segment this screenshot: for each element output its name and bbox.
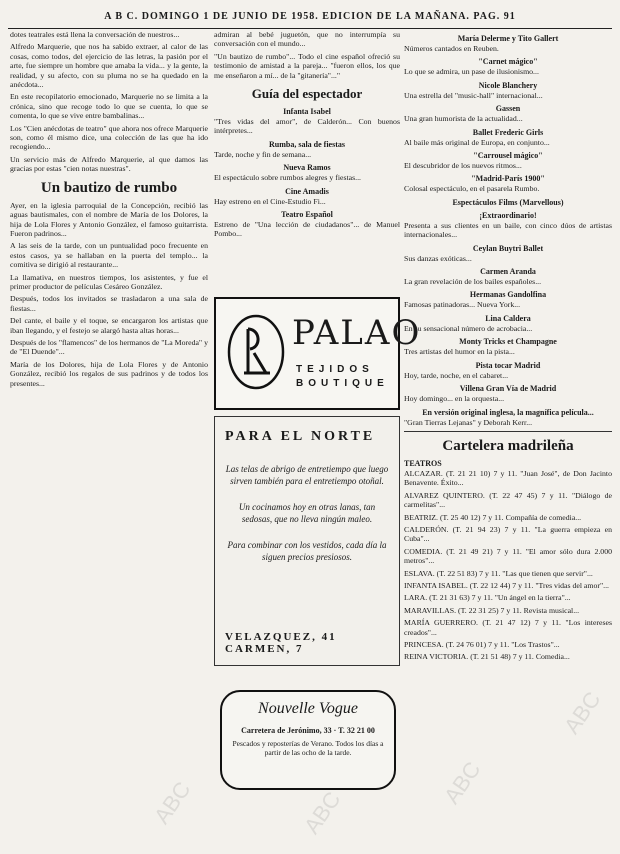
venue-name: Nueva Ramos: [283, 163, 331, 173]
paragraph: Después de los "flamencos" de los hermanos de "La Moreda" y de "El Duende"...: [10, 337, 208, 357]
palao-advertisement: [214, 297, 422, 410]
venue-text: Tarde, noche y fin de semana...: [214, 149, 312, 159]
norte-advertisement: [214, 416, 400, 666]
teatros-label: TEATROS: [404, 458, 442, 468]
entry-text: Famosas patinadoras... Nueva York...: [404, 300, 521, 310]
entry-name: Hermanas Gandolfina: [469, 290, 547, 300]
paragraph: Ayer, en la iglesia parroquial de la Concepción, recibió las aguas bautismales, con el nombre de María de los Dolores, la hija de Lola Flores y Antonio González, el famoso guitarrista. Fueron padrinos...: [10, 200, 208, 238]
entry-name: Gassen: [495, 104, 521, 114]
entry-text: Tres artistas del humor en la pista...: [404, 347, 515, 357]
theatre-listing: BEATRIZ. (T. 25 40 12) 7 y 11. Compañía de comedia...: [404, 512, 582, 522]
entry-name: Monty Tricks et Champagne: [459, 337, 557, 347]
palao-tagline: [296, 363, 389, 391]
entry-text: Sus danzas exóticas...: [404, 253, 472, 263]
venue-name: Cine Amadis: [285, 186, 329, 196]
column-middle: [214, 30, 400, 292]
venue-name: Rumba, sala de fiestas: [268, 139, 345, 149]
entry-text: Presenta a sus clientes en un baile, con cinco dúos de artistas internacionales...: [404, 220, 612, 240]
norte-paragraph: Para combinar con los vestidos, cada día la siguen precios presiosos.: [227, 540, 387, 562]
venue-text: Estreno de "Una lección de ciudadanos"... de Manuel Pombo...: [214, 220, 400, 239]
watermark: ABC: [558, 687, 606, 739]
palao-tag-line: BOUTIQUE: [296, 378, 389, 389]
paragraph: Los "Cien anécdotas de teatro" que ahora nos ofrece Marquerie son, como él mismo dice, una colección de las que ha ido recogiendo...: [10, 123, 208, 152]
theatre-listing: ESLAVA. (T. 22 51 83) 7 y 11. "Las que tienen que servir"...: [404, 568, 593, 578]
entry-text: Lo que se admira, un pase de ilusionismo...: [404, 67, 539, 77]
entry-name: Villena Gran Vía de Madrid: [459, 384, 557, 394]
entry-text: Al baile más original de Europa, en conjunto...: [404, 137, 550, 147]
paragraph: A las seis de la tarde, con un puntualidad poco frecuente en estos casos, ya se hallaban en la puerta del templo... la comitiva se dirigió al restaurante...: [10, 241, 208, 270]
theatre-listing: MARAVILLAS. (T. 22 31 25) 7 y 11. Revista musical...: [404, 605, 580, 615]
paragraph: Alfredo Marquerie, que nos ha sabido extraer, al calor de las cosas, como todos, del ejercicio de las letras, la pasión por el arte, fue siempre un hombre que amaba la vida... y la gente, la realidad, y su afecto, con su pluma no se ha quedado en la anécdota...: [10, 42, 208, 90]
entry-name: Espectáculos Films (Marvellous): [452, 197, 564, 207]
paragraph: María de los Dolores, hija de Lola Flores y de Antonio González, recibió los regalos de sus padrinos y de todos los presentes...: [10, 359, 208, 388]
theatre-listing: PRINCESA. (T. 24 76 01) 7 y 11. "Los Trastos"...: [404, 640, 560, 649]
entry-name: "Carrousel mágico": [473, 151, 543, 161]
page-header: A B C. DOMINGO 1 DE JUNIO DE 1958. EDICION DE LA MAÑANA. PAG. 91: [8, 4, 612, 29]
entry-text: "Gran Tierras Lejanas" y Deborah Kerr...: [404, 417, 533, 427]
entries-list: [404, 34, 612, 427]
paragraph: "Un bautizo de rumbo"... Todo el cine español ofreció su testimonio de amistad a la pareja... "fueron ellos, los que me enseñaron a mí... de la "gitanería"...": [214, 51, 400, 80]
norte-address: VELAZQUEZ, 41 CARMEN, 7: [225, 631, 337, 655]
entry-text: Números cantados en Reuben.: [404, 44, 499, 53]
guide-title: Guía del espectador: [251, 86, 363, 102]
venue-name: Teatro Español: [281, 210, 333, 220]
listings: [404, 469, 612, 662]
paragraph: En este recopilatorio emocionado, Marquerie no se limita a la crónica, sino que recoge todo lo que se cuenta, lo que se comenta, lo que se vive entre bambalinas...: [10, 92, 208, 121]
restaurant-brand: Nouvelle Vogue: [258, 700, 358, 717]
entry-name: Ballet Frederic Girls: [472, 127, 544, 137]
entry-name: María Delerme y Tito Gallert: [457, 34, 559, 43]
palao-logo-icon: [226, 313, 286, 391]
restaurant-advertisement: [220, 690, 396, 790]
theatre-listing: LARA. (T. 21 31 63) 7 y 11. "Un ángel en la tierra"...: [404, 593, 571, 603]
watermark: ABC: [148, 777, 196, 829]
theatre-listing: REINA VICTORIA. (T. 21 51 48) 7 y 11. Comedia...: [404, 652, 570, 662]
palao-tag-line: TEJIDOS: [296, 364, 374, 375]
theatre-listing: ALVAREZ QUINTERO. (T. 22 47 45) 7 y 11. "Diálogo de carmelitas"...: [404, 490, 612, 510]
norte-paragraph: Un cocinamos hoy en otras lanas, tan sedosas, que no lleva ningún maleo.: [238, 502, 376, 524]
entry-text: Una gran humorista de la actualidad...: [404, 114, 523, 124]
entry-name: En versión original inglesa, la magnífica película...: [422, 407, 594, 417]
paragraph: Del cante, el baile y el toque, se encargaron los artistas que iban llegando, y el festejo se alargó hasta altas horas...: [10, 316, 208, 335]
entry-name: Pista tocar Madrid: [475, 360, 541, 370]
entry-name: "Madrid-París 1900": [471, 174, 545, 184]
venue-text: El espectáculo sobre rumbos alegres y fiestas...: [214, 173, 362, 183]
venue-name: Infanta Isabel: [283, 107, 331, 117]
theatre-listing: ALCAZAR. (T. 21 21 10) 7 y 11. "Juan José", de Don Jacinto Benavente. Éxito...: [404, 468, 612, 488]
theatre-listing: COMEDIA. (T. 21 49 21) 7 y 11. "El amor sólo dura 2.000 metros"...: [404, 546, 612, 566]
venue-text: Hay estreno en el Cine-Estudio Fi...: [214, 196, 326, 206]
entry-text: Hoy domingo... en la orquesta...: [404, 394, 505, 404]
entry-text: Una estrella del "music-hall" internacional...: [404, 90, 543, 100]
paragraph: Un servicio más de Alfredo Marquerie, al que damos las gracias por estas "cien notas nuestras".: [10, 154, 208, 174]
paragraph: Después, todos los invitados se trasladaron a una sala de fiestas...: [10, 294, 208, 313]
restaurant-promo: Pescados y reposterías de Verano. Todos los días a partir de las ocho de la tarde.: [232, 739, 384, 757]
theatre-listing: INFANTA ISABEL. (T. 22 12 44) 7 y 11. "Tres vidas del amor"...: [404, 580, 609, 590]
entry-name: ¡Extraordinario!: [479, 210, 537, 220]
norte-paragraph: Las telas de abrigo de entretiempo que luego sirven también para el entretiempo otoñal.: [225, 464, 389, 486]
paragraph: admiran al bebé juguetón, que no interrumpía su conversación con el mundo...: [214, 30, 400, 49]
entry-name: "Carnet mágico": [478, 57, 538, 67]
entry-name: Carmen Aranda: [480, 267, 536, 277]
watermark: ABC: [438, 757, 486, 809]
cartelera-title: Cartelera madrileña: [442, 437, 574, 454]
entry-name: Nicole Blanchery: [478, 80, 538, 90]
column-left: [10, 30, 208, 850]
paragraph: dotes teatrales está llena la conversación de nuestros...: [10, 30, 180, 39]
norte-headline: PARA EL NORTE: [225, 429, 376, 444]
entry-text: El descubridor de los nuevos ritmos...: [404, 161, 522, 171]
paragraph: La llamativa, en nuestros tiempos, los asistentes, y fue el primer productor de películas Cesáreo González.: [10, 272, 208, 291]
entry-text: La gran revelación de los bailes españoles...: [404, 277, 542, 287]
watermark: ABC: [298, 787, 346, 839]
palao-name: PALAO: [292, 313, 422, 353]
venue-text: "Tres vidas del amor", de Calderón... Con buenos intérpretes...: [214, 117, 400, 136]
column-right: [404, 30, 612, 850]
restaurant-address: Carretera de Jerónimo, 33 · T. 32 21 00: [241, 726, 375, 735]
theatre-listing: MARÍA GUERRERO. (T. 21 47 12) 7 y 11. "Los intereses creados"...: [404, 618, 612, 637]
article-title: Un bautizo de rumbo: [40, 179, 178, 196]
theatre-listing: CALDERÓN. (T. 21 94 23) 7 y 11. "La guerra empieza en Cuba"...: [404, 524, 612, 544]
divider: [404, 431, 612, 432]
entry-name: Ceylan Buytri Ballet: [472, 243, 544, 253]
entry-text: Hoy, tarde, noche, en el cabaret...: [404, 370, 509, 380]
entry-text: En su sensacional número de acrobacia...: [404, 323, 533, 333]
entry-text: Colosal espectáculo, en el pasarela Rumbo.: [404, 184, 540, 194]
entry-name: Lina Caldera: [485, 313, 531, 323]
